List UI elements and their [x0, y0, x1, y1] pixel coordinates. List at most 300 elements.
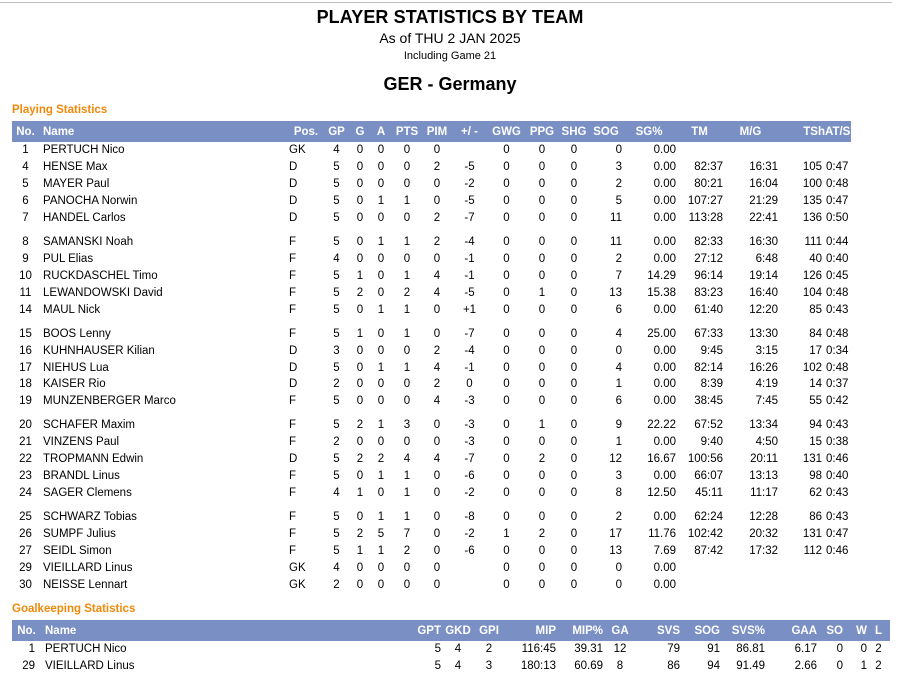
short-handed-goals: 0 [570, 178, 578, 191]
jersey-number: 21 [19, 436, 32, 449]
shots-on-goal: 13 [609, 544, 622, 557]
goals: 0 [356, 344, 364, 357]
assists: 5 [377, 527, 385, 540]
games-played-in: 3 [485, 660, 493, 673]
shooting-pct: 0.00 [653, 144, 676, 157]
shooting-pct: 0.00 [653, 395, 676, 408]
points: 1 [403, 195, 411, 208]
short-handed-goals: 0 [570, 453, 578, 466]
plus-minus: -3 [464, 419, 475, 432]
assists: 0 [377, 378, 385, 391]
avg-time-per-shift: 0:46 [826, 544, 849, 557]
shots-on-goal: 6 [615, 303, 622, 316]
position: D [289, 195, 298, 208]
game-winning-goals: 1 [503, 527, 510, 540]
col-header: MIP [535, 624, 556, 637]
shooting-pct: 0.00 [653, 511, 676, 523]
losses: 2 [875, 643, 882, 656]
col-header: No. [16, 125, 35, 138]
player-name: SEIDL Simon [43, 544, 112, 557]
power-play-goals: 0 [538, 486, 546, 499]
minutes-per-game: 13:30 [749, 327, 778, 340]
assists: 0 [377, 436, 385, 449]
time-on-ice [676, 576, 723, 593]
time-on-ice [676, 559, 723, 576]
group-spacer [12, 410, 851, 417]
player-name: HENSE Max [43, 161, 108, 174]
jersey-number: 17 [19, 361, 32, 374]
goals: 0 [356, 144, 364, 157]
game-winning-goals: 0 [503, 161, 510, 174]
game-winning-goals: 0 [503, 436, 510, 449]
avg-time-per-shift: 0:47 [826, 527, 849, 540]
games-played: 5 [333, 286, 340, 299]
total-shifts: 94 [809, 419, 822, 432]
games-played-total: 5 [434, 660, 441, 673]
player-name: SUMPF Julius [43, 527, 116, 540]
col-header: GWG [492, 125, 521, 138]
short-handed-goals: 0 [570, 286, 578, 299]
power-play-goals: 0 [538, 470, 546, 483]
time-on-ice: 67:33 [694, 327, 723, 340]
plus-minus: 0 [466, 378, 473, 391]
jersey-number: 1 [28, 643, 35, 656]
points: 1 [403, 486, 411, 499]
position: F [289, 419, 297, 432]
shots-on-goal: 0 [615, 344, 622, 357]
avg-time-per-shift: 0:45 [826, 269, 849, 282]
short-handed-goals: 0 [570, 303, 578, 316]
time-on-ice: 107:27 [687, 195, 723, 208]
goals: 0 [356, 178, 364, 191]
table-row [12, 193, 851, 210]
time-on-ice: 67:52 [694, 419, 723, 432]
table-row [12, 176, 851, 193]
power-play-goals: 0 [538, 344, 546, 357]
short-handed-goals: 0 [570, 378, 578, 391]
penalty-minutes: 2 [433, 161, 441, 174]
table-row [12, 559, 851, 576]
games-played: 5 [333, 419, 340, 432]
time-on-ice: 100:56 [687, 453, 723, 466]
assists: 1 [377, 236, 385, 249]
player-name: SCHWARZ Tobias [43, 511, 137, 523]
total-shifts: 126 [802, 269, 822, 282]
shooting-pct: 14.29 [647, 269, 676, 282]
game-winning-goals: 0 [503, 578, 510, 591]
shooting-pct: 0.00 [653, 178, 676, 191]
jersey-number: 25 [19, 511, 32, 523]
jersey-number: 24 [19, 486, 32, 499]
minutes-per-game: 16:04 [749, 178, 778, 191]
game-winning-goals: 0 [503, 378, 510, 391]
assists: 0 [377, 344, 385, 357]
total-shifts: 14 [809, 378, 822, 391]
total-shifts: 131 [802, 453, 822, 466]
short-handed-goals: 0 [570, 511, 578, 523]
minutes-per-game: 7:45 [755, 395, 778, 408]
goalkeeping-table-body [12, 641, 890, 675]
plus-minus: -4 [464, 236, 475, 249]
player-name: VINZENS Paul [43, 436, 120, 449]
jersey-number: 14 [19, 303, 32, 316]
goals: 2 [356, 419, 364, 432]
minutes-per-game: 22:41 [749, 212, 778, 224]
position: F [289, 252, 297, 265]
player-name: MAUL Nick [43, 303, 101, 316]
shots-on-goal: 8 [615, 486, 622, 499]
game-winning-goals: 0 [503, 344, 510, 357]
col-header: A [376, 125, 386, 138]
avg-time-per-shift: 0:38 [826, 436, 849, 449]
col-header: Name [43, 125, 75, 138]
avg-time-per-shift [825, 559, 851, 576]
game-winning-goals: 0 [503, 419, 510, 432]
assists: 0 [377, 212, 385, 224]
table-row [12, 210, 851, 227]
wins: 1 [860, 660, 867, 673]
player-name: PANOCHA Norwin [43, 195, 138, 208]
points: 0 [403, 212, 411, 224]
col-header: No. [17, 624, 36, 637]
minutes-pct: 39.31 [574, 643, 603, 656]
shots-on-goal: 0 [615, 561, 622, 574]
penalty-minutes: 0 [433, 561, 441, 574]
col-header: PPG [529, 125, 555, 138]
game-winning-goals: 0 [503, 269, 510, 282]
total-shifts [778, 576, 825, 593]
shots-on-goal: 12 [609, 453, 622, 466]
points: 1 [403, 303, 411, 316]
short-handed-goals: 0 [570, 419, 578, 432]
points: 4 [403, 453, 411, 466]
minutes-per-game: 16:31 [749, 161, 778, 174]
minutes-in-play: 116:45 [521, 643, 556, 656]
goals-against: 12 [613, 643, 627, 656]
total-shifts: 98 [809, 470, 822, 483]
saves: 86 [667, 660, 680, 673]
game-winning-goals: 0 [503, 453, 510, 466]
jersey-number: 10 [19, 269, 32, 282]
shooting-pct: 0.00 [653, 252, 676, 265]
avg-time-per-shift: 0:40 [826, 470, 849, 483]
total-shifts: 102 [802, 361, 822, 374]
games-played: 5 [333, 453, 340, 466]
avg-time-per-shift: 0:46 [826, 453, 849, 466]
goalkeeping-section-title: Goalkeeping Statistics [12, 603, 136, 615]
goals-against-avg: 6.17 [794, 643, 817, 656]
player-name: MUNZENBERGER Marco [43, 395, 176, 408]
games-played: 5 [333, 544, 340, 557]
player-name: PERTUCH Nico [43, 144, 125, 157]
game-winning-goals: 0 [503, 236, 510, 249]
shooting-pct: 0.00 [653, 344, 676, 357]
minutes-per-game [723, 142, 778, 159]
short-handed-goals: 0 [570, 144, 578, 157]
col-header: SHG [561, 125, 587, 138]
time-on-ice: 9:40 [700, 436, 723, 449]
plus-minus [452, 559, 487, 576]
player-name: BRANDL Linus [43, 470, 120, 483]
plus-minus: -1 [464, 269, 475, 282]
shots-on-goal: 91 [707, 643, 720, 656]
avg-time-per-shift: 0:43 [826, 419, 849, 432]
minutes-per-game: 16:40 [749, 286, 778, 299]
table-row [12, 484, 851, 501]
penalty-minutes: 0 [433, 252, 441, 265]
power-play-goals: 0 [538, 178, 546, 191]
games-played: 5 [333, 195, 340, 208]
col-header: GP [328, 125, 345, 138]
shots-on-goal: 11 [610, 236, 622, 249]
short-handed-goals: 0 [570, 470, 578, 483]
table-row [12, 393, 851, 410]
time-on-ice: 80:21 [694, 178, 723, 191]
position: F [289, 286, 297, 299]
game-winning-goals: 0 [503, 511, 510, 523]
games-played: 5 [333, 511, 340, 523]
minutes-per-game: 4:19 [755, 378, 778, 391]
assists: 1 [377, 361, 385, 374]
table-row [12, 509, 851, 526]
plus-minus: -7 [464, 327, 475, 340]
game-winning-goals: 0 [503, 361, 510, 374]
penalty-minutes: 0 [433, 511, 441, 523]
total-shifts [778, 559, 825, 576]
total-shifts: 105 [802, 161, 822, 174]
shooting-pct: 7.69 [653, 544, 676, 557]
short-handed-goals: 0 [570, 212, 578, 224]
total-shifts: 62 [809, 486, 822, 499]
goals: 0 [356, 561, 364, 574]
assists: 0 [377, 161, 385, 174]
jersey-number: 5 [22, 178, 29, 191]
power-play-goals: 0 [538, 361, 546, 374]
shots-on-goal: 17 [609, 527, 622, 540]
jersey-number: 29 [22, 660, 35, 673]
minutes-per-game: 3:15 [755, 344, 778, 357]
assists: 0 [377, 286, 385, 299]
col-header: TSh [803, 125, 825, 138]
points: 1 [403, 470, 411, 483]
points: 0 [403, 395, 411, 408]
shooting-pct: 11.76 [648, 527, 676, 540]
table-row [12, 376, 851, 393]
games-played: 3 [333, 344, 340, 357]
plus-minus: +1 [462, 303, 477, 316]
penalty-minutes: 0 [433, 470, 441, 483]
penalty-minutes: 0 [433, 578, 441, 591]
player-name: NEISSE Lennart [43, 578, 128, 591]
power-play-goals: 1 [538, 286, 546, 299]
time-on-ice: 113:28 [688, 212, 723, 224]
goals: 0 [356, 236, 364, 249]
plus-minus: -5 [464, 286, 475, 299]
avg-time-per-shift: 0:43 [826, 511, 849, 523]
shots-on-goal: 2 [615, 178, 622, 191]
wins: 0 [860, 643, 867, 656]
table-row [12, 641, 890, 658]
power-play-goals: 1 [538, 419, 546, 432]
position: D [289, 212, 298, 224]
losses: 2 [875, 660, 882, 673]
including-game: Including Game 21 [403, 50, 497, 62]
shooting-pct: 25.00 [647, 327, 676, 340]
col-header: +/ - [461, 125, 478, 138]
position: F [289, 486, 297, 499]
points: 0 [403, 378, 411, 391]
player-name: SAGER Clemens [43, 486, 132, 499]
game-winning-goals: 0 [503, 470, 510, 483]
games-dressed: 4 [454, 643, 462, 656]
games-played: 5 [333, 269, 340, 282]
game-winning-goals: 0 [503, 327, 510, 340]
table-row [12, 468, 851, 485]
penalty-minutes: 0 [433, 195, 441, 208]
table-row [12, 301, 851, 318]
time-on-ice: 61:40 [694, 303, 723, 316]
goals: 0 [356, 212, 364, 224]
table-row [12, 267, 851, 284]
game-winning-goals: 0 [503, 195, 510, 208]
power-play-goals: 0 [538, 511, 546, 523]
col-header: SO [826, 624, 843, 637]
goals: 2 [356, 286, 364, 299]
minutes-per-game: 13:13 [749, 470, 778, 483]
player-name: MAYER Paul [43, 178, 110, 191]
goals: 1 [356, 486, 364, 499]
col-header: M/G [739, 125, 762, 138]
shooting-pct: 0.00 [653, 561, 676, 574]
goals: 0 [356, 252, 364, 265]
total-shifts: 111 [804, 236, 822, 249]
minutes-per-game: 11:17 [750, 486, 778, 499]
table-row [12, 525, 851, 542]
goals: 0 [356, 303, 364, 316]
shooting-pct: 0.00 [653, 195, 676, 208]
assists: 0 [377, 578, 385, 591]
shots-on-goal: 2 [615, 252, 622, 265]
penalty-minutes: 2 [433, 212, 441, 224]
position: GK [289, 578, 306, 591]
games-played: 5 [333, 395, 340, 408]
goals: 0 [356, 436, 364, 449]
shooting-pct: 22.22 [647, 419, 676, 432]
short-handed-goals: 0 [570, 327, 578, 340]
penalty-minutes: 0 [433, 527, 441, 540]
short-handed-goals: 0 [570, 527, 578, 540]
jersey-number: 4 [22, 161, 29, 174]
col-header: AT/S [825, 125, 851, 138]
shots-on-goal: 4 [615, 327, 622, 340]
time-on-ice: 102:42 [687, 527, 723, 540]
plus-minus: -7 [464, 212, 475, 224]
points: 0 [403, 144, 411, 157]
assists: 1 [377, 470, 385, 483]
minutes-per-game: 21:29 [749, 195, 778, 208]
table-row [12, 434, 851, 451]
games-dressed: 4 [454, 660, 462, 673]
penalty-minutes: 0 [433, 178, 441, 191]
player-name: HANDEL Carlos [43, 212, 126, 224]
group-spacer [12, 318, 851, 325]
jersey-number: 29 [19, 561, 32, 574]
player-name: RUCKDASCHEL Timo [43, 269, 158, 282]
position: F [289, 436, 297, 449]
plus-minus [452, 576, 487, 593]
shots-on-goal: 3 [615, 470, 622, 483]
player-name: BOOS Lenny [43, 327, 111, 340]
plus-minus: -3 [464, 395, 475, 408]
power-play-goals: 0 [538, 212, 546, 224]
time-on-ice: 27:12 [694, 252, 723, 265]
short-handed-goals: 0 [570, 561, 578, 574]
power-play-goals: 2 [538, 453, 546, 466]
minutes-per-game: 12:20 [749, 303, 778, 316]
minutes-in-play: 180:13 [520, 660, 556, 673]
jersey-number: 7 [22, 212, 29, 224]
plus-minus: -1 [464, 361, 475, 374]
penalty-minutes: 4 [433, 286, 441, 299]
jersey-number: 27 [19, 544, 32, 557]
saves: 79 [667, 643, 680, 656]
short-handed-goals: 0 [570, 436, 578, 449]
position: F [289, 327, 297, 340]
shots-on-goal: 5 [615, 195, 622, 208]
points: 7 [403, 527, 411, 540]
total-shifts: 15 [809, 436, 822, 449]
penalty-minutes: 4 [433, 361, 441, 374]
col-header: TM [691, 125, 708, 138]
goals: 0 [356, 470, 364, 483]
col-header: PIM [426, 125, 448, 138]
time-on-ice: 82:33 [694, 236, 723, 249]
games-played: 5 [333, 527, 340, 540]
assists: 0 [377, 486, 385, 499]
avg-time-per-shift: 0:43 [826, 303, 849, 316]
jersey-number: 19 [19, 395, 32, 408]
shooting-pct: 0.00 [653, 378, 676, 391]
plus-minus: -5 [464, 161, 475, 174]
col-header: L [874, 624, 883, 637]
shots-on-goal: 9 [615, 419, 622, 432]
plus-minus: -2 [464, 486, 475, 499]
table-row [12, 542, 851, 559]
time-on-ice: 96:14 [694, 269, 723, 282]
position: D [289, 378, 298, 391]
avg-time-per-shift: 0:50 [826, 212, 849, 224]
jersey-number: 9 [22, 252, 29, 265]
games-played: 5 [333, 178, 340, 191]
position: GK [289, 561, 306, 574]
assists: 1 [377, 195, 385, 208]
games-played: 4 [333, 252, 340, 265]
jersey-number: 20 [19, 419, 32, 432]
shooting-pct: 0.00 [653, 161, 676, 174]
col-header: SVS% [731, 624, 765, 637]
position: D [289, 453, 298, 466]
playing-table-body [12, 142, 851, 593]
jersey-number: 6 [22, 195, 29, 208]
player-name: TROPMANN Edwin [43, 453, 144, 466]
player-name: NIEHUS Lua [43, 361, 109, 374]
shooting-pct: 0.00 [653, 578, 676, 591]
player-name: LEWANDOWSKI David [43, 286, 163, 299]
power-play-goals: 0 [538, 195, 546, 208]
group-spacer [12, 226, 851, 233]
goals-against-avg: 2.66 [794, 660, 817, 673]
shots-on-goal: 11 [610, 212, 622, 224]
